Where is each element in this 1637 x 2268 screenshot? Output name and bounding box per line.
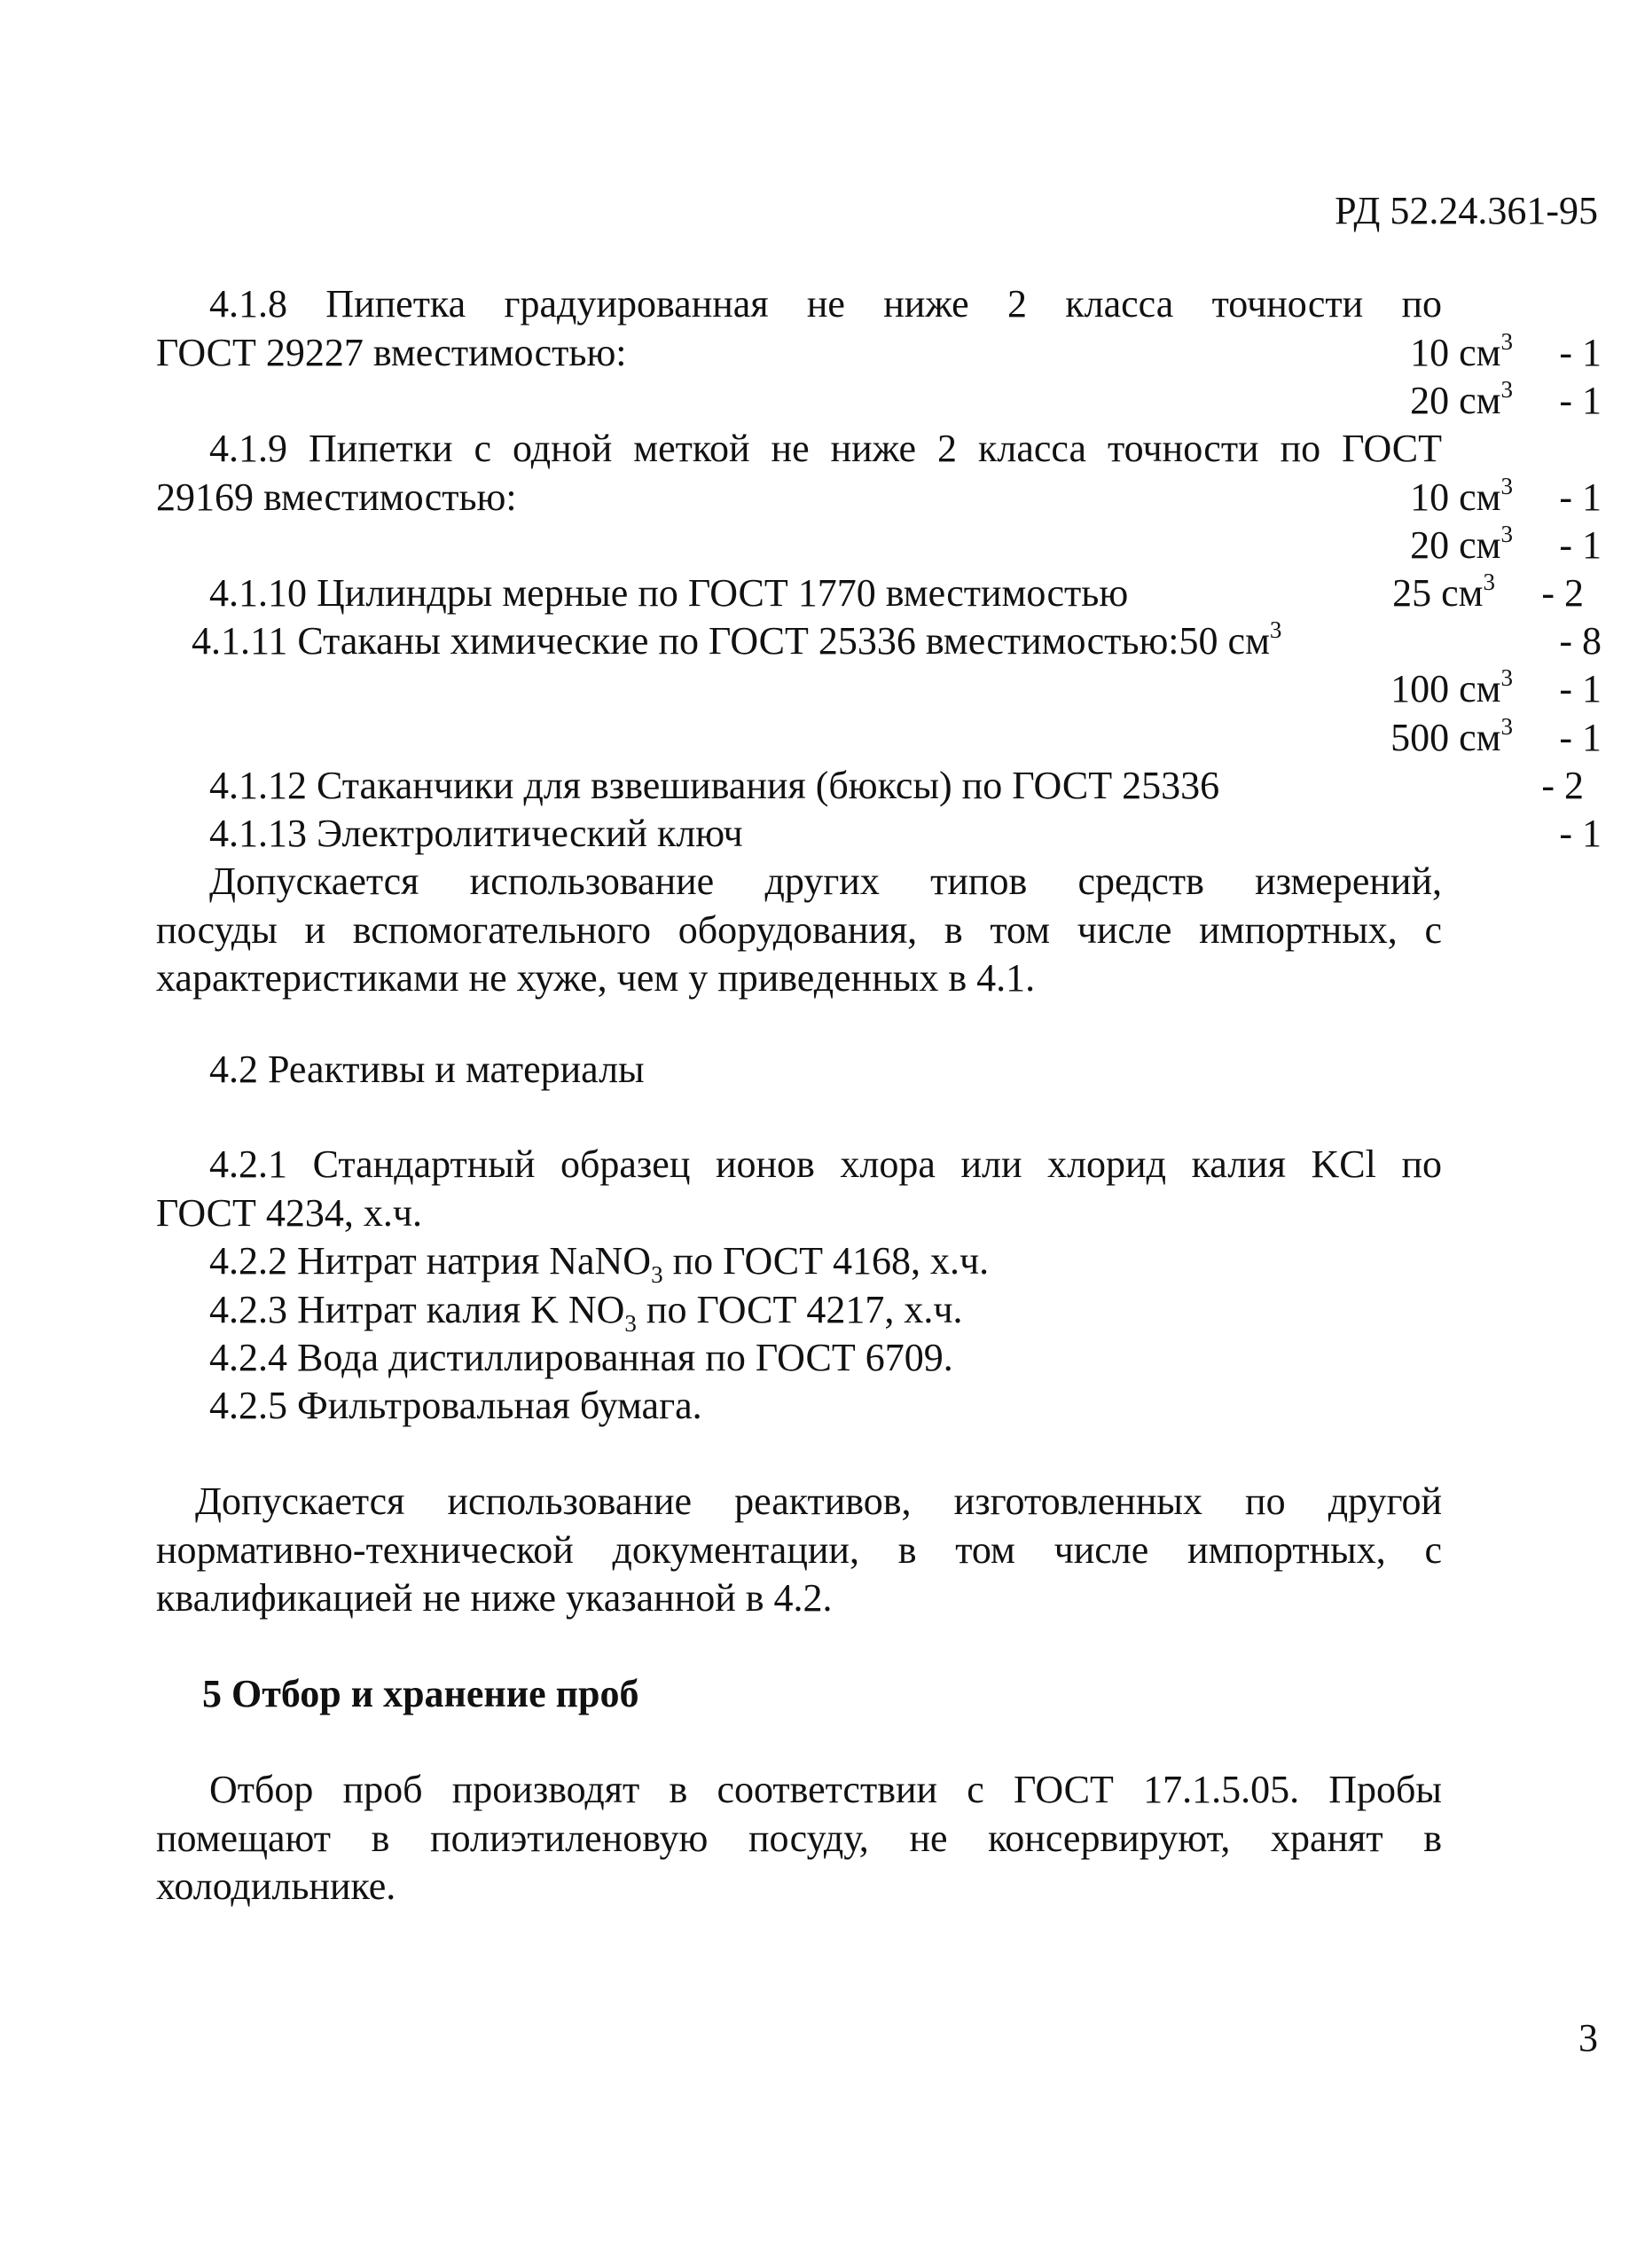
section-5-line-2: помещают в полиэтиленовую посуду, не консервируют, хранят в [156, 1817, 1442, 1860]
volume-amount: 20 $см^3$ [1410, 376, 1513, 422]
item-4-1-8-line-1: 4.1.8 Пипетка градуированная не ниже 2 класса точности по [209, 282, 1442, 326]
quantity: - 1 [1559, 475, 1602, 519]
volume-amount: 25 $см^3$ [1392, 569, 1495, 615]
equipment-note-line-3: характеристиками не хуже, чем у приведенных в 4.1. [156, 956, 1036, 1000]
footer-line [156, 2013, 1598, 2063]
volume-amount: 20 $см^3$ [1410, 521, 1513, 567]
quantity: - 1 [1559, 716, 1602, 759]
item-4-2-3: 4.2.3 Нитрат калия K $NO_3$ по ГОСТ 4217, х.ч. [209, 1288, 963, 1337]
item-4-1-8-line-3 [156, 376, 1602, 426]
item-4-1-10: 4.1.10 Цилиндры мерные по ГОСТ 1770 вместимостью 25 $см^3$ - 2 [156, 569, 1442, 618]
item-4-2-5: 4.2.5 Фильтровальная бумага. [209, 1384, 702, 1427]
item-4-2-1-line-1: 4.2.1 Стандартный образец ионов хлора или хлорид калия KCl по [209, 1142, 1442, 1186]
reagents-note-line-3: квалификацией не ниже указанной в 4.2. [156, 1576, 833, 1620]
item-4-2-1-line-2: ГОСТ 4234, х.ч. [156, 1191, 423, 1235]
item-4-1-9-line-1: 4.1.9 Пипетки с одной меткой не ниже 2 класса точности по ГОСТ [209, 427, 1442, 470]
quantity: - 1 [1559, 523, 1602, 567]
quantity: - 1 [1559, 667, 1602, 710]
quantity: - 1 [1559, 812, 1602, 855]
quantity: - 1 [1559, 331, 1602, 374]
volume-amount: 10 $см^3$ [1410, 473, 1513, 519]
item-4-1-11-line-3 [156, 713, 1602, 763]
item-4-1-11-line-1: 4.1.11 Стаканы химические по ГОСТ 25336 вместимостью:50 $см^3$ - 8 [156, 616, 1442, 666]
section-4-2-heading: 4.2 Реактивы и материалы [209, 1048, 645, 1091]
quantity: - 8 [1559, 619, 1602, 663]
item-4-1-11-line-2 [156, 664, 1602, 714]
equipment-note-line-2: посуды и вспомогательного оборудования, в том числе импортных, с [156, 908, 1442, 952]
equipment-note-line-1: Допускается использование других типов средств измерений, [209, 859, 1442, 903]
quantity: - 2 [1541, 764, 1584, 807]
section-5-heading: 5 Отбор и хранение проб [202, 1672, 639, 1715]
page-number: 3 [1578, 2016, 1598, 2060]
item-4-1-8-line-2: ГОСТ 29227 вместимостью: 10 $см^3$ - 1 [156, 328, 1442, 378]
section-5-line-3: холодильнике. [156, 1864, 396, 1908]
reagents-note-line-1: Допускается использование реактивов, изготовленных по другой [195, 1479, 1442, 1523]
item-4-1-9-line-3 [156, 521, 1602, 570]
item-4-2-2: 4.2.2 Нитрат натрия NaNO$_3$ по ГОСТ 4168, х.ч. [209, 1239, 990, 1288]
volume-amount: 500 $см^3$ [1390, 713, 1513, 759]
header-line [156, 186, 1598, 236]
document-code: РД 52.24.361-95 [1335, 189, 1598, 232]
volume-amount: 10 $см^3$ [1410, 328, 1513, 374]
reagents-note-line-2: нормативно-технической документации, в том числе импортных, с [156, 1528, 1442, 1572]
item-4-1-12: 4.1.12 Стаканчики для взвешивания (бюксы) по ГОСТ 25336 - 2 [156, 761, 1442, 811]
quantity: - 1 [1559, 379, 1602, 422]
item-4-2-4: 4.2.4 Вода дистиллированная по ГОСТ 6709. [209, 1336, 953, 1379]
section-5-line-1: Отбор проб производят в соответствии с ГОСТ 17.1.5.05. Пробы [209, 1768, 1442, 1811]
item-4-1-13: 4.1.13 Электролитический ключ - 1 [156, 809, 1442, 859]
item-4-1-9-line-2: 29169 вместимостью: 10 $см^3$ - 1 [156, 473, 1442, 522]
volume-amount: 100 $см^3$ [1390, 664, 1513, 710]
quantity: - 2 [1541, 571, 1584, 615]
